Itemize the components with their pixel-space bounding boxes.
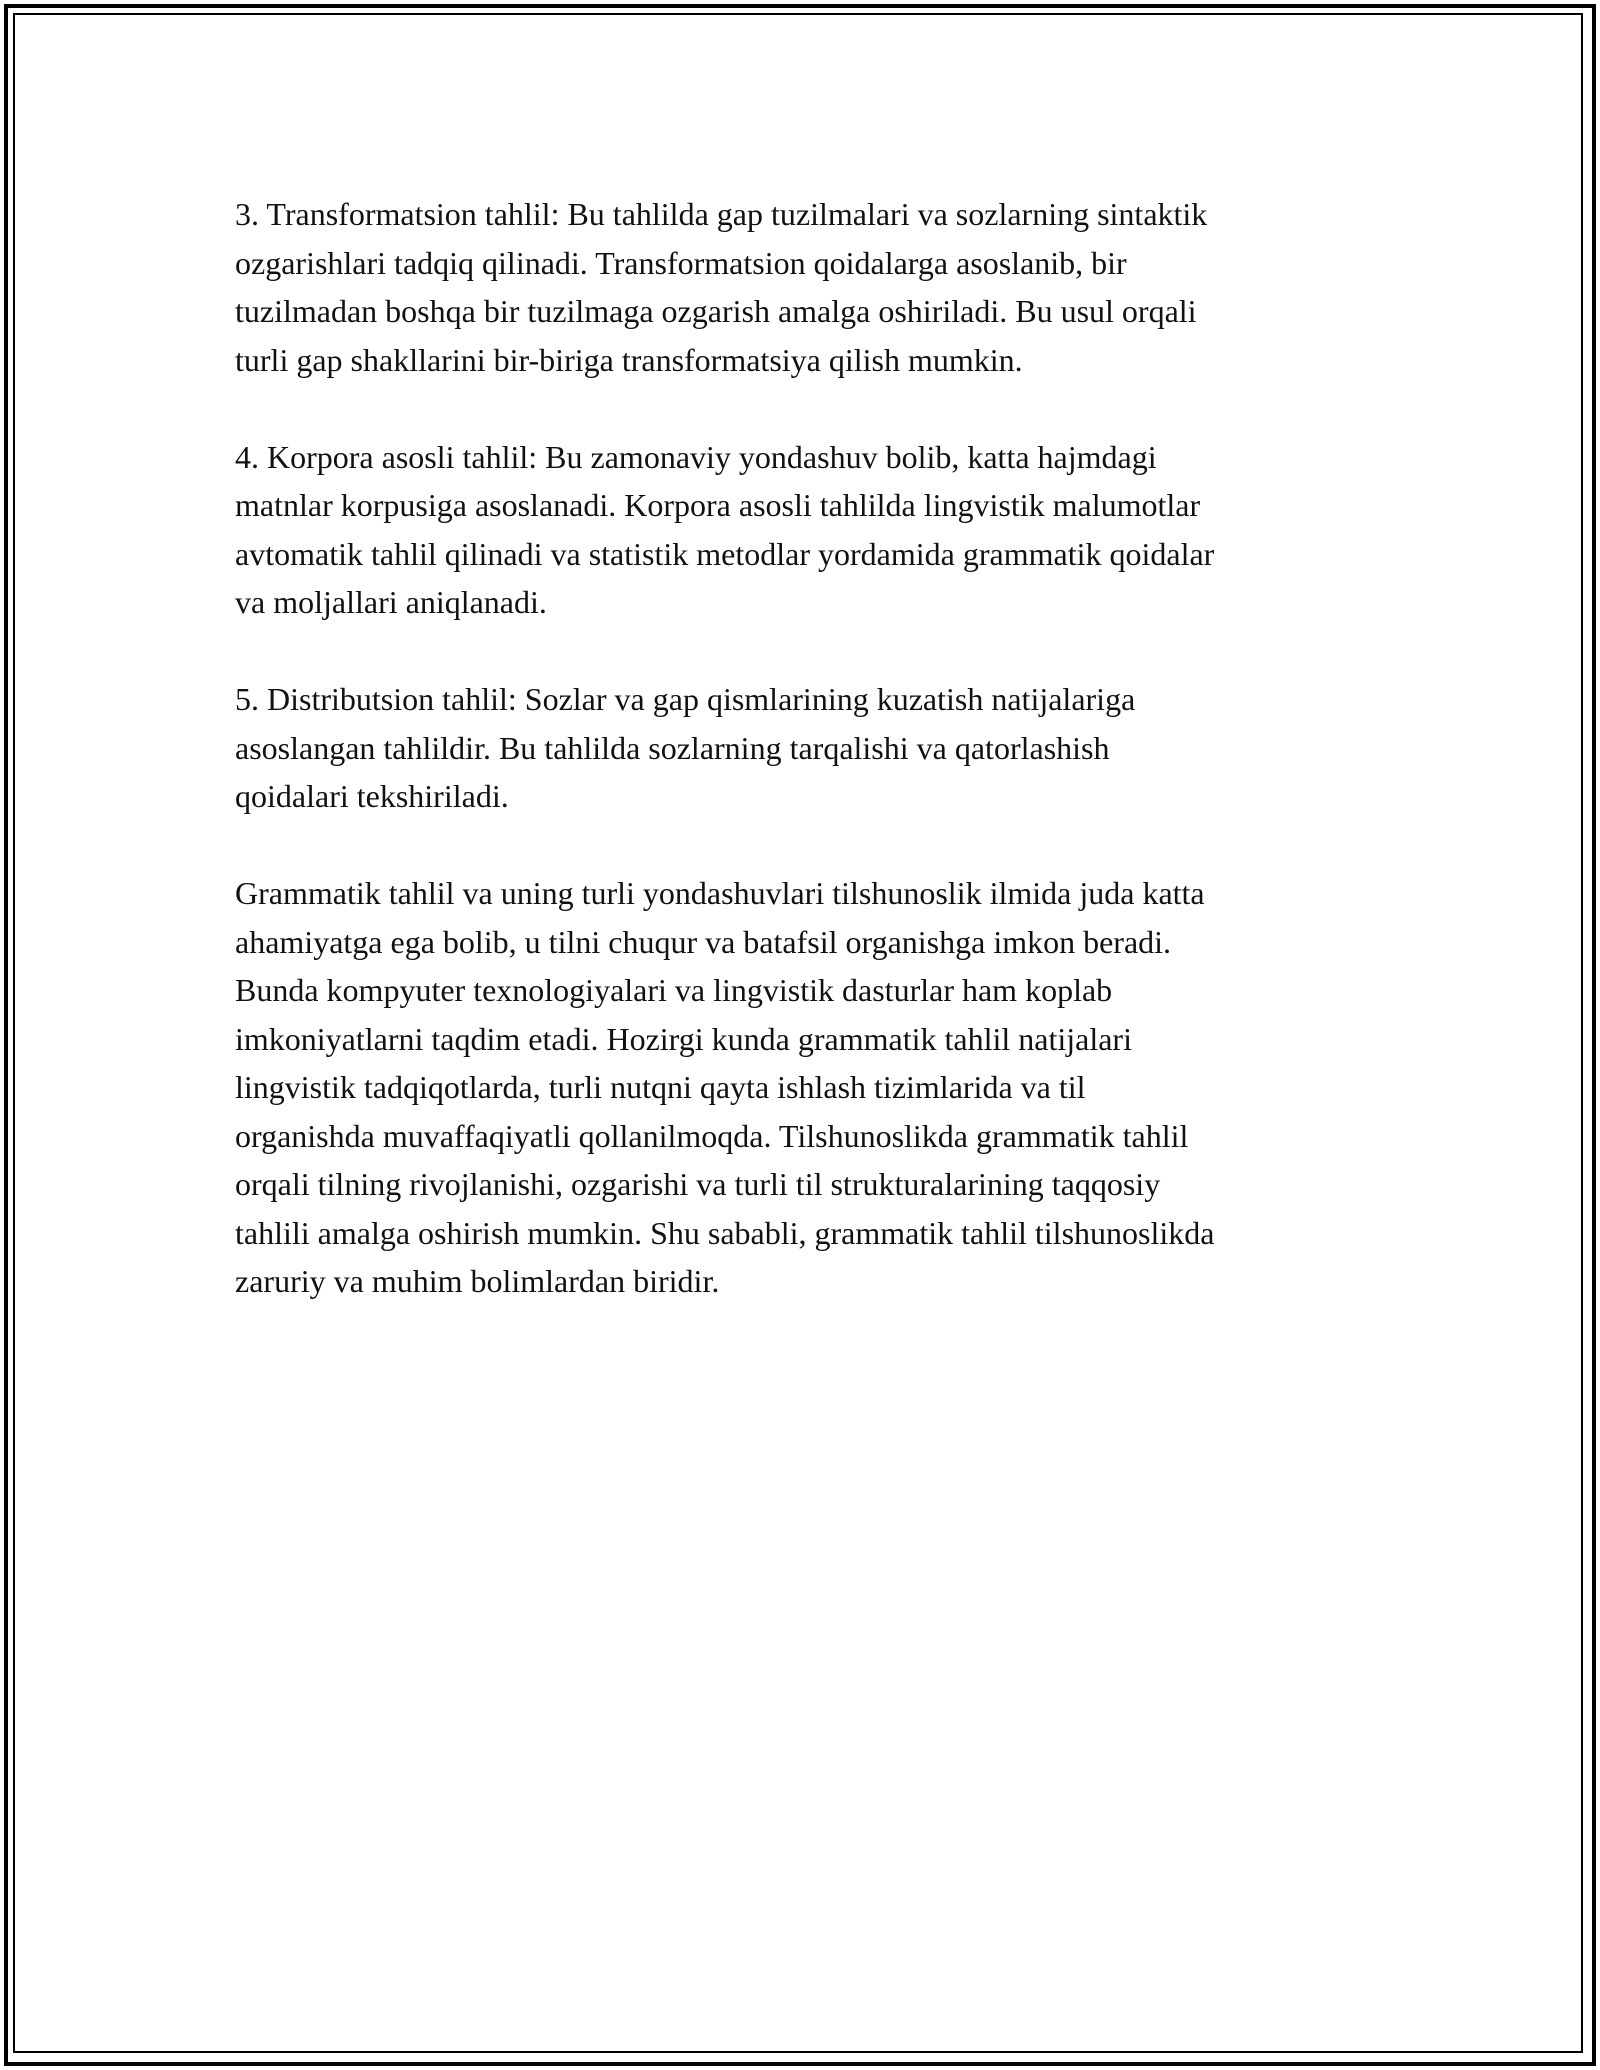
paragraph-conclusion: Grammatik tahlil va uning turli yondashuvlari tilshunoslik ilmida juda katta ahamiyatga ega bolib, u tilni chuqur va batafsil organishga imkon beradi. Bunda kompyuter texnologiyalari va lingvistik dasturlar ham koplab imkoniyatlarni taqdim etadi. Hozirgi kunda grammatik tahlil natijalari lingvistik tadqiqotlarda, turli nutqni qayta ishlash tizimlarida va til organishda muvaffaqiyatli qollanilmoqda. Tilshunoslikda grammatik tahlil orqali tilning rivojlanishi, ozgarishi va turli til strukturalarining taqqosiy tahlili amalga oshirish mumkin. Shu sababli, grammatik tahlil tilshunoslikda zaruriy va muhim bolimlardan biridir. [235, 875, 1215, 1299]
paragraph-distributsion-tahlil: 5. Distributsion tahlil: Sozlar va gap qismlarining kuzatish natijalariga asoslangan tahlildir. Bu tahlilda sozlarning tarqalishi va qatorlashish qoidalari tekshiriladi. [235, 681, 1136, 814]
document-body [235, 190, 1365, 1354]
paragraph-transformatsion-tahlil: 3. Transformatsion tahlil: Bu tahlilda gap tuzilmalari va sozlarning sintaktik ozgarishlari tadqiq qilinadi. Transformatsion qoidalarga asoslanib, bir tuzilmadan boshqa bir tuzilmaga ozgarish amalga oshiriladi. Bu usul orqali turli gap shakllarini bir-biriga transformatsiya qilish mumkin. [235, 196, 1208, 378]
paragraph-korpora-asosli-tahlil: 4. Korpora asosli tahlil: Bu zamonaviy yondashuv bolib, katta hajmdagi matnlar korpusiga asoslanadi. Korpora asosli tahlilda lingvistik malumotlar avtomatik tahlil qilinadi va statistik metodlar yordamida grammatik qoidalar va moljallari aniqlanadi. [235, 438, 1215, 620]
